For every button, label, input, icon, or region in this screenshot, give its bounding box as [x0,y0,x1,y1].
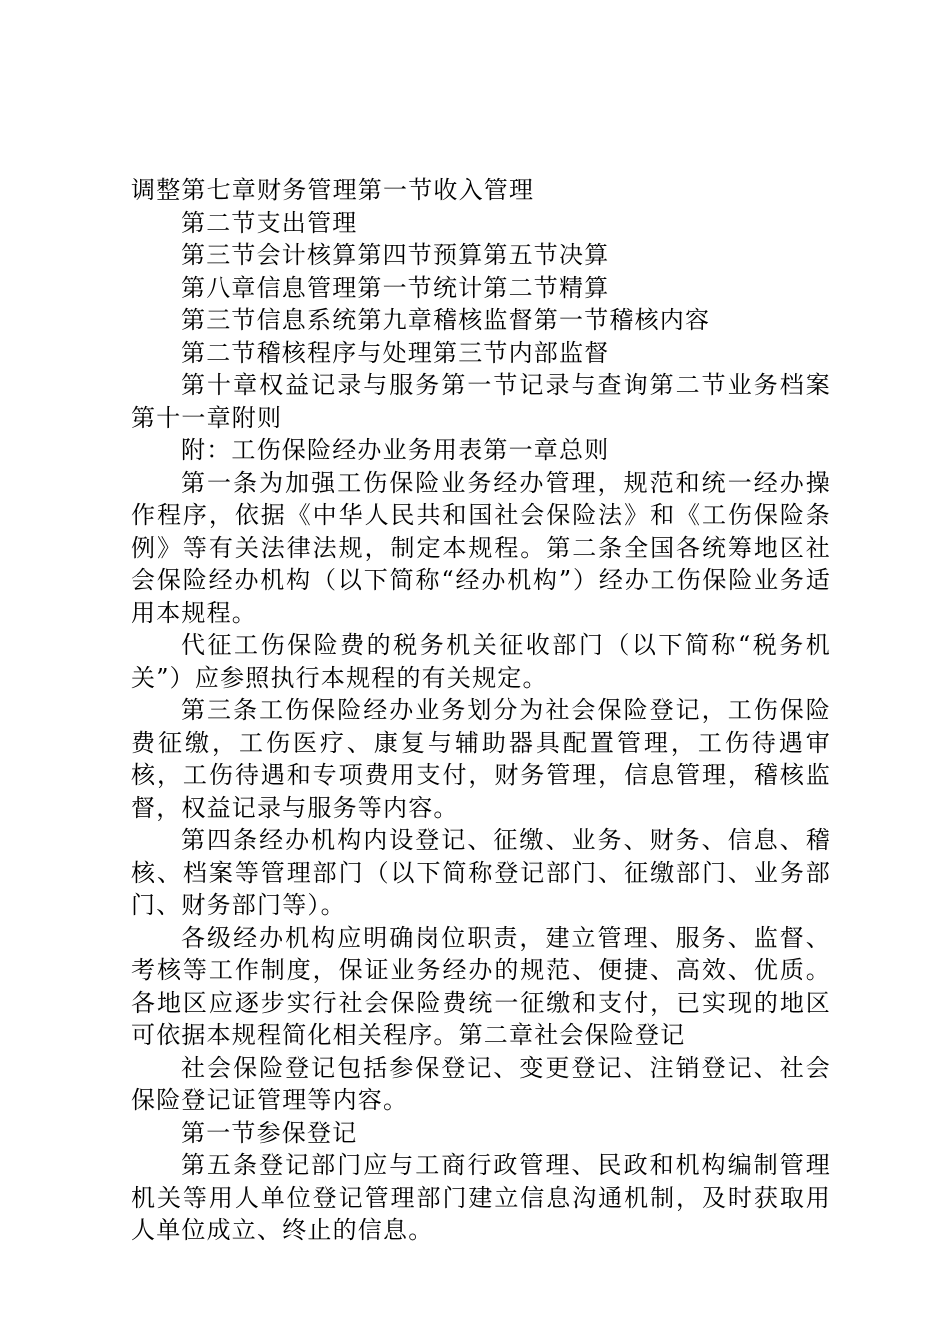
paragraph-3: 第三节会计核算第四节预算第五节决算 [181,241,610,269]
paragraph-16: 第五条登记部门应与工商行政管理、民政和机构编制管理机关等用人单位登记管理部门建立信息沟通机制，及时获取用人单位成立、终止的信息。 [131,1151,831,1244]
paragraph-5: 第三节信息系统第九章稽核监督第一节稽核内容 [181,306,711,334]
paragraph-12: 第四条经办机构内设登记、征缴、业务、财务、信息、稽核、档案等管理部门（以下简称登记部门、征缴部门、业务部门、财务部门等）。 [131,826,831,919]
paragraph-8: 附：工伤保险经办业务用表第一章总则 [181,436,610,464]
paragraph-6: 第二节稽核程序与处理第三节内部监督 [181,338,610,367]
paragraph-11: 第三条工伤保险经办业务划分为社会保险登记，工伤保险费征缴，工伤医疗、康复与辅助器具配置管理，工伤待遇审核，工伤待遇和专项费用支付，财务管理，信息管理，稽核监督，权益记录与服务等内容。 [131,696,831,822]
paragraph-15: 第一节参保登记 [181,1118,358,1147]
paragraph-9: 第一条为加强工伤保险业务经办管理，规范和统一经办操作程序，依据《中华人民共和国社会保险法》和《工伤保险条例》等有关法律法规，制定本规程。第二条全国各统筹地区社会保险经办机构（以下简称“经办机构”）经办工伤保险业务适用本规程。 [131,468,831,627]
paragraph-14: 社会保险登记包括参保登记、变更登记、注销登记、社会保险登记证管理等内容。 [131,1053,831,1114]
paragraph-10: 代征工伤保险费的税务机关征收部门（以下简称“税务机关”）应参照执行本规程的有关规定。 [131,631,831,692]
paragraph-13: 各级经办机构应明确岗位职责，建立管理、服务、监督、考核等工作制度，保证业务经办的规范、便捷、高效、优质。各地区应逐步实行社会保险费统一征缴和支付，已实现的地区可依据本规程简化相关程序。第二章社会保险登记 [131,923,831,1049]
paragraph-2: 第二节支出管理 [181,208,358,237]
paragraph-7: 第十章权益记录与服务第一节记录与查询第二节业务档案第十一章附则 [131,371,831,432]
paragraph-4: 第八章信息管理第一节统计第二节精算 [181,273,610,302]
document-body [131,174,831,1247]
paragraph-1: 调整第七章财务管理第一节收入管理 [131,176,535,204]
